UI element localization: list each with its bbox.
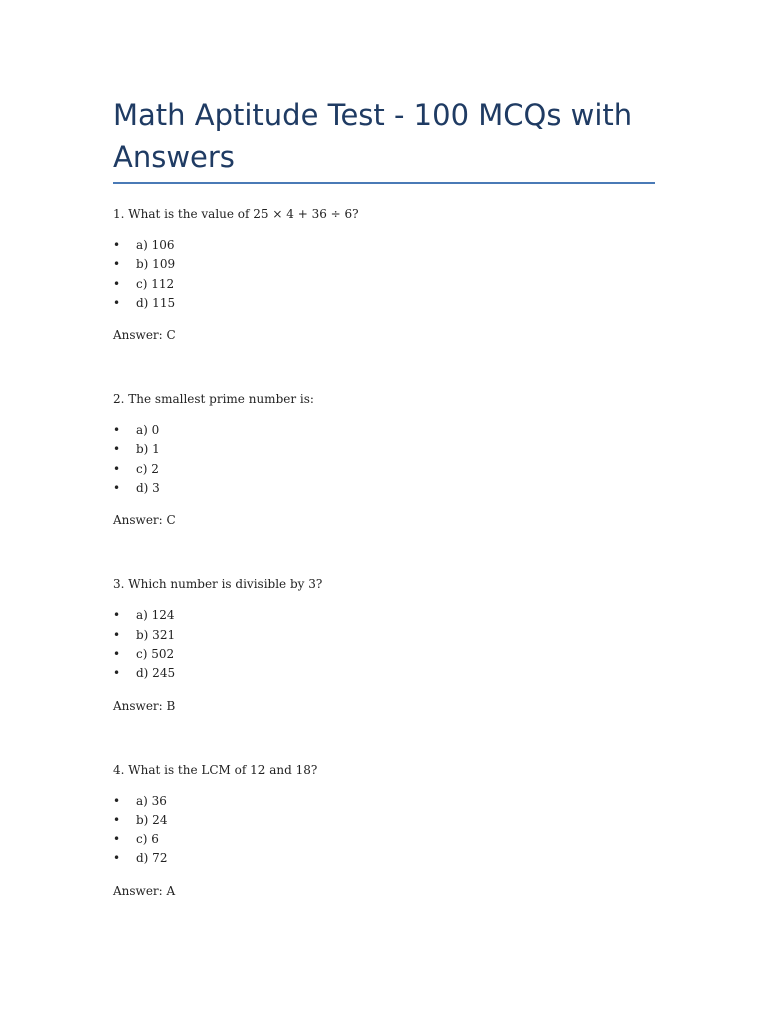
bullet-dot-icon: • <box>113 442 121 457</box>
page-title: Math Aptitude Test - 100 MCQs with Answers <box>113 98 633 174</box>
option-label: c) 6 <box>136 832 159 847</box>
answer-text: Answer: C <box>113 328 176 343</box>
option-item <box>113 479 655 498</box>
option-label: b) 321 <box>136 627 176 642</box>
option-label: d) 3 <box>136 481 160 496</box>
option-list <box>113 421 655 498</box>
answer-text: Answer: B <box>113 698 176 713</box>
question-text: 4. What is the LCM of 12 and 18? <box>113 762 318 777</box>
option-item <box>113 664 655 683</box>
option-label: c) 502 <box>136 646 175 661</box>
bullet-dot-icon: • <box>113 851 121 866</box>
question-text: 3. Which number is divisible by 3? <box>113 577 323 592</box>
bullet-dot-icon: • <box>113 461 121 476</box>
bullet-dot-icon: • <box>113 257 121 272</box>
option-item <box>113 440 655 459</box>
question-block <box>113 389 655 530</box>
option-item <box>113 645 655 664</box>
option-label: b) 1 <box>136 442 160 457</box>
option-item <box>113 811 655 830</box>
option-label: d) 72 <box>136 851 168 866</box>
option-item <box>113 792 655 811</box>
bullet-dot-icon: • <box>113 295 121 310</box>
option-label: b) 24 <box>136 812 168 827</box>
bullet-dot-icon: • <box>113 608 121 623</box>
option-item <box>113 294 655 313</box>
title-divider <box>113 182 655 184</box>
answer-text: Answer: C <box>113 513 176 528</box>
option-list <box>113 792 655 869</box>
bullet-dot-icon: • <box>113 627 121 642</box>
bullet-dot-icon: • <box>113 832 121 847</box>
option-item <box>113 421 655 440</box>
option-item <box>113 275 655 294</box>
option-label: c) 112 <box>136 276 175 291</box>
bullet-dot-icon: • <box>113 481 121 496</box>
option-item <box>113 460 655 479</box>
option-label: d) 245 <box>136 666 176 681</box>
bullet-dot-icon: • <box>113 812 121 827</box>
option-label: a) 0 <box>136 423 160 438</box>
bullet-dot-icon: • <box>113 276 121 291</box>
question-block <box>113 204 655 345</box>
answer-text: Answer: A <box>113 883 176 898</box>
option-label: c) 2 <box>136 461 159 476</box>
option-label: a) 106 <box>136 238 175 252</box>
bullet-dot-icon: • <box>113 423 121 438</box>
option-item <box>113 236 655 255</box>
bullet-dot-icon: • <box>113 666 121 681</box>
document-page <box>113 94 655 901</box>
bullet-dot-icon: • <box>113 238 121 252</box>
option-label: a) 124 <box>136 608 175 623</box>
option-list <box>113 236 655 313</box>
option-label: d) 115 <box>136 295 176 310</box>
bullet-dot-icon: • <box>113 646 121 661</box>
question-text: 2. The smallest prime number is: <box>113 392 314 407</box>
question-text: 1. What is the value of 25 × 4 + 36 ÷ 6? <box>113 207 359 221</box>
bullet-dot-icon: • <box>113 793 121 808</box>
question-block <box>113 574 655 715</box>
option-list <box>113 606 655 683</box>
option-item <box>113 606 655 625</box>
option-label: b) 109 <box>136 257 176 272</box>
option-item <box>113 255 655 274</box>
option-item <box>113 626 655 645</box>
option-item <box>113 830 655 849</box>
option-item <box>113 849 655 868</box>
option-label: a) 36 <box>136 793 167 808</box>
question-block <box>113 760 655 901</box>
